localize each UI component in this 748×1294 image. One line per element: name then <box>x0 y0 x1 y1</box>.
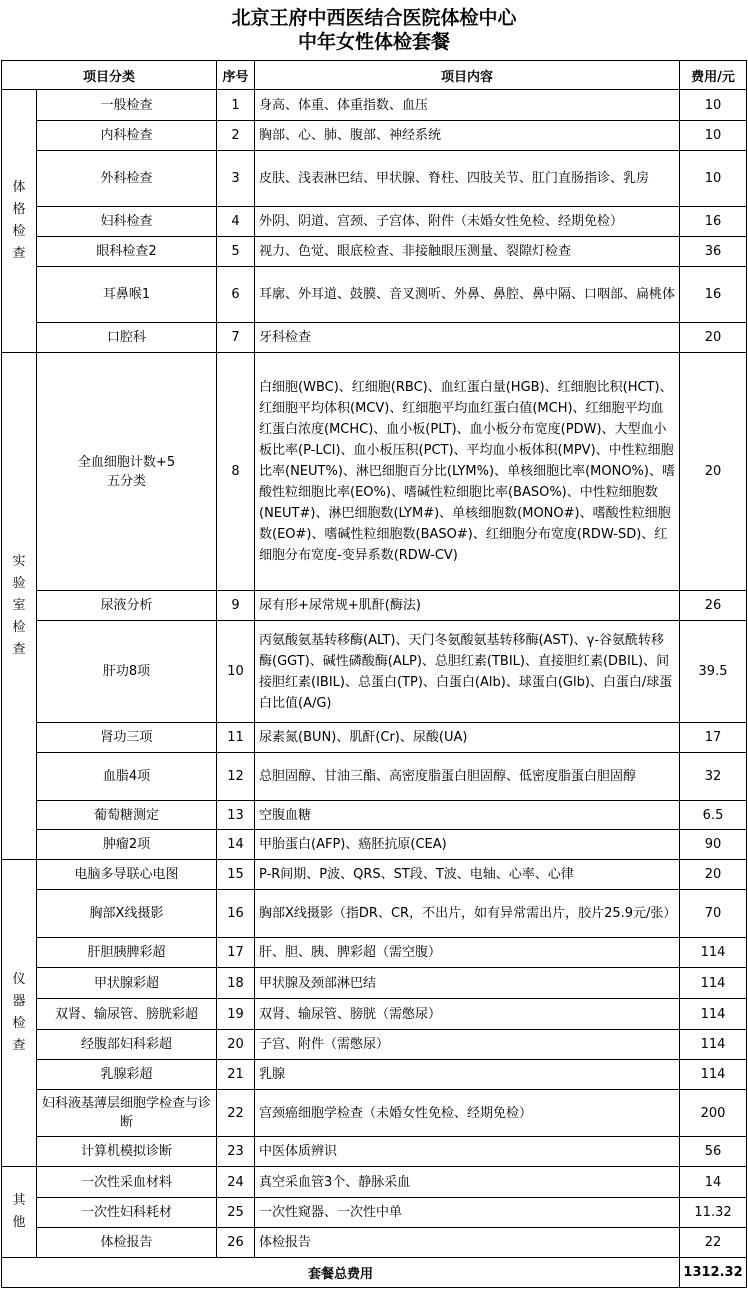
item-fee: 10 <box>680 151 747 207</box>
item-category: 一次性采血材料 <box>37 1167 217 1198</box>
item-fee: 10 <box>680 90 747 121</box>
item-fee: 32 <box>680 753 747 801</box>
item-category: 肝功8项 <box>37 621 217 723</box>
item-category: 耳鼻喉1 <box>37 267 217 323</box>
item-fee: 22 <box>680 1228 747 1258</box>
table-row <box>2 90 747 121</box>
table-row <box>2 753 747 801</box>
table-row <box>2 1060 747 1090</box>
table-row <box>2 1030 747 1060</box>
item-seq: 22 <box>217 1090 255 1137</box>
item-seq: 6 <box>217 267 255 323</box>
item-category-line: 全血细胞计数+5 <box>77 454 176 470</box>
item-fee: 56 <box>680 1137 747 1167</box>
item-fee: 114 <box>680 1030 747 1060</box>
total-value: 1312.32 <box>680 1258 747 1288</box>
item-category: 口腔科 <box>37 323 217 353</box>
item-category: 葡萄糖测定 <box>37 801 217 830</box>
table-row <box>2 1228 747 1258</box>
item-content: 总胆固醇、甘油三酯、高密度脂蛋白胆固醇、低密度脂蛋白胆固醇 <box>255 753 680 801</box>
table-row <box>2 151 747 207</box>
section-label-char: 检 <box>12 620 26 635</box>
section-label-char: 实 <box>12 554 26 569</box>
item-category: 甲状腺彩超 <box>37 968 217 999</box>
item-seq: 3 <box>217 151 255 207</box>
item-fee: 114 <box>680 1060 747 1090</box>
table-row <box>2 890 747 938</box>
page-title: 北京王府中西医结合医院体检中心 <box>231 7 517 29</box>
item-category-line: 五分类 <box>107 473 147 489</box>
item-content: 皮肤、浅表淋巴结、甲状腺、脊柱、四肢关节、肛门直肠指诊、乳房 <box>255 151 680 207</box>
item-fee: 39.5 <box>680 621 747 723</box>
item-seq: 11 <box>217 723 255 753</box>
item-category: 胸部X线摄影 <box>37 890 217 938</box>
item-fee: 26 <box>680 591 747 621</box>
item-seq: 25 <box>217 1198 255 1228</box>
item-content: P-R间期、P波、QRS、ST段、T波、电轴、心率、心律 <box>255 860 680 890</box>
section-label-char: 他 <box>12 1215 26 1230</box>
section-label-char: 查 <box>12 1038 26 1053</box>
table-row <box>2 1198 747 1228</box>
table-row <box>2 323 747 353</box>
table-row <box>2 353 747 591</box>
item-seq: 21 <box>217 1060 255 1090</box>
item-content: 胸部、心、肺、腹部、神经系统 <box>255 121 680 151</box>
page-subtitle: 中年女性体检套餐 <box>297 31 450 53</box>
table-row <box>2 1090 747 1137</box>
item-category: 经腹部妇科彩超 <box>37 1030 217 1060</box>
header <box>0 0 748 60</box>
item-fee: 17 <box>680 723 747 753</box>
table-row <box>2 591 747 621</box>
header-seq: 序号 <box>217 61 255 90</box>
item-seq: 14 <box>217 830 255 860</box>
table-row <box>2 267 747 323</box>
item-content: 宫颈癌细胞学检查（未婚女性免检、经期免检） <box>255 1090 680 1137</box>
table-row <box>2 860 747 890</box>
item-seq: 19 <box>217 999 255 1030</box>
item-seq: 1 <box>217 90 255 121</box>
item-category: 妇科检查 <box>37 207 217 237</box>
item-category <box>37 353 217 591</box>
item-content: 胸部X线摄影（指DR、CR，不出片，如有异常需出片，胶片25.9元/张） <box>255 890 680 938</box>
section-label <box>2 353 37 860</box>
item-fee: 200 <box>680 1090 747 1137</box>
item-category: 一般检查 <box>37 90 217 121</box>
item-fee: 20 <box>680 353 747 591</box>
item-content: 空腹血糖 <box>255 801 680 830</box>
item-content: 肝、胆、胰、脾彩超（需空腹） <box>255 938 680 968</box>
item-seq: 12 <box>217 753 255 801</box>
item-fee: 6.5 <box>680 801 747 830</box>
item-category: 肿瘤2项 <box>37 830 217 860</box>
item-category: 双肾、输尿管、膀胱彩超 <box>37 999 217 1030</box>
section-label-char: 查 <box>12 246 26 261</box>
item-content: 甲胎蛋白(AFP)、癌胚抗原(CEA) <box>255 830 680 860</box>
table-body <box>2 90 747 1258</box>
section-label-char: 格 <box>12 202 26 217</box>
item-category: 眼科检查2 <box>37 237 217 267</box>
item-content: 视力、色觉、眼底检查、非接触眼压测量、裂隙灯检查 <box>255 237 680 267</box>
section-label-char: 验 <box>12 576 26 591</box>
item-content: 尿素氮(BUN)、肌酐(Cr)、尿酸(UA) <box>255 723 680 753</box>
table-row <box>2 723 747 753</box>
item-fee: 114 <box>680 968 747 999</box>
item-category: 肝胆胰脾彩超 <box>37 938 217 968</box>
item-seq: 15 <box>217 860 255 890</box>
header-content: 项目内容 <box>255 61 680 90</box>
item-content: 外阴、阴道、宫颈、子宫体、附件（未婚女性免检、经期免检） <box>255 207 680 237</box>
item-category: 电脑多导联心电图 <box>37 860 217 890</box>
item-content: 甲状腺及颈部淋巴结 <box>255 968 680 999</box>
item-seq: 7 <box>217 323 255 353</box>
item-seq: 18 <box>217 968 255 999</box>
item-seq: 2 <box>217 121 255 151</box>
item-category: 乳腺彩超 <box>37 1060 217 1090</box>
table-row <box>2 621 747 723</box>
item-category: 尿液分析 <box>37 591 217 621</box>
item-fee: 114 <box>680 938 747 968</box>
item-content: 乳腺 <box>255 1060 680 1090</box>
section-label-char: 仪 <box>12 972 26 987</box>
section-label <box>2 860 37 1167</box>
section-label-char: 检 <box>12 1016 26 1031</box>
item-seq: 23 <box>217 1137 255 1167</box>
item-fee: 16 <box>680 267 747 323</box>
item-seq: 16 <box>217 890 255 938</box>
item-category: 计算机模拟诊断 <box>37 1137 217 1167</box>
total-row <box>2 1258 747 1288</box>
item-seq: 10 <box>217 621 255 723</box>
section-label <box>2 1167 37 1258</box>
item-seq: 24 <box>217 1167 255 1198</box>
table-row <box>2 999 747 1030</box>
item-category: 外科检查 <box>37 151 217 207</box>
item-category: 内科检查 <box>37 121 217 151</box>
item-content: 双肾、输尿管、膀胱（需憋尿） <box>255 999 680 1030</box>
header-category: 项目分类 <box>2 61 217 90</box>
section-label-char: 器 <box>12 994 26 1009</box>
item-category: 血脂4项 <box>37 753 217 801</box>
table-row <box>2 801 747 830</box>
item-fee: 70 <box>680 890 747 938</box>
item-fee: 11.32 <box>680 1198 747 1228</box>
item-category: 体检报告 <box>37 1228 217 1258</box>
item-content: 子宫、附件（需憋尿） <box>255 1030 680 1060</box>
item-fee: 20 <box>680 860 747 890</box>
item-seq: 4 <box>217 207 255 237</box>
item-fee: 20 <box>680 323 747 353</box>
table-row <box>2 830 747 860</box>
section-label-char: 查 <box>12 642 26 657</box>
table-row <box>2 207 747 237</box>
total-label: 套餐总费用 <box>2 1258 680 1288</box>
section-label <box>2 90 37 353</box>
table-row <box>2 121 747 151</box>
table-row <box>2 1137 747 1167</box>
item-content: 白细胞(WBC)、红细胞(RBC)、血红蛋白量(HGB)、红细胞比积(HCT)、红细胞平均体积(MCV)、红细胞平均血红蛋白值(MCH)、红细胞平均血红蛋白浓度(MCHC)、血小板(PLT)、血小板分布宽度(PDW)、大型血小板比率(P-LCI)、血小板压积(PCT)、平均血小板体积(MPV)、中性粒细胞比率(NEUT%)、淋巴细胞百分比(LYM%)、单核细胞比率(MONO%)、嗜酸性粒细胞比率(EO%)、嗜碱性粒细胞比率(BASO%)、中性粒细胞数(NEUT#)、淋巴细胞数(LYM#)、单核细胞数(MONO#)、嗜酸性粒细胞数(EO#)、嗜碱性粒细胞数(BASO#)、红细胞分布宽度(RDW-SD)、红细胞分布宽度-变异系数(RDW-CV) <box>255 353 680 591</box>
item-content: 尿有形+尿常规+肌酐(酶法) <box>255 591 680 621</box>
table-row <box>2 237 747 267</box>
item-seq: 17 <box>217 938 255 968</box>
item-fee: 10 <box>680 121 747 151</box>
table-row <box>2 938 747 968</box>
item-category: 肾功三项 <box>37 723 217 753</box>
item-category: 妇科液基薄层细胞学检查与诊断 <box>37 1090 217 1137</box>
section-label-char: 检 <box>12 224 26 239</box>
item-content: 耳廓、外耳道、鼓膜、音叉测听、外鼻、鼻腔、鼻中隔、口咽部、扁桃体 <box>255 267 680 323</box>
item-content: 牙科检查 <box>255 323 680 353</box>
item-content: 身高、体重、体重指数、血压 <box>255 90 680 121</box>
section-label-char: 体 <box>12 180 26 195</box>
item-seq: 5 <box>217 237 255 267</box>
item-fee: 16 <box>680 207 747 237</box>
item-content: 丙氨酸氨基转移酶(ALT)、天门冬氨酸氨基转移酶(AST)、γ-谷氨酰转移酶(GGT)、碱性磷酸酶(ALP)、总胆红素(TBIL)、直接胆红素(DBIL)、间接胆红素(IBIL)、总蛋白(TP)、白蛋白(Alb)、球蛋白(Glb)、白蛋白/球蛋白比值(A/G) <box>255 621 680 723</box>
item-seq: 20 <box>217 1030 255 1060</box>
table-row <box>2 1167 747 1198</box>
item-seq: 13 <box>217 801 255 830</box>
header-fee: 费用/元 <box>680 61 747 90</box>
section-label-char: 室 <box>12 598 26 613</box>
item-fee: 90 <box>680 830 747 860</box>
item-fee: 114 <box>680 999 747 1030</box>
item-category: 一次性妇科耗材 <box>37 1198 217 1228</box>
item-seq: 9 <box>217 591 255 621</box>
item-fee: 14 <box>680 1167 747 1198</box>
section-label-char: 其 <box>12 1193 26 1208</box>
table-row <box>2 968 747 999</box>
item-content: 体检报告 <box>255 1228 680 1258</box>
item-content: 一次性窥器、一次性中单 <box>255 1198 680 1228</box>
item-seq: 26 <box>217 1228 255 1258</box>
item-seq: 8 <box>217 353 255 591</box>
item-fee: 36 <box>680 237 747 267</box>
table-header-row <box>2 61 747 90</box>
item-content: 中医体质辨识 <box>255 1137 680 1167</box>
item-content: 真空采血管3个、静脉采血 <box>255 1167 680 1198</box>
package-table <box>1 60 747 1288</box>
